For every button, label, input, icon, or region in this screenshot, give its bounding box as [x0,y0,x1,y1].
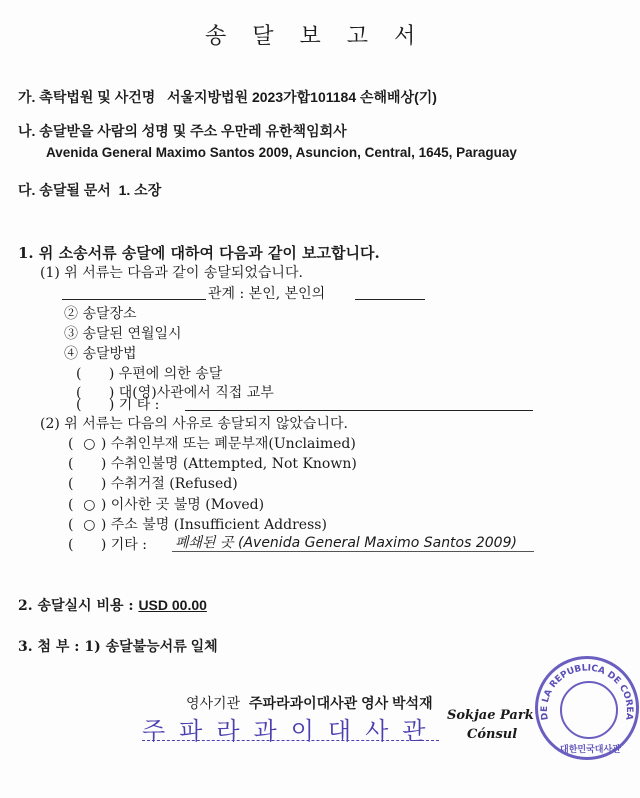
report-heading: 1. 위 소송서류 송달에 대하여 다음과 같이 보고합니다. [18,244,380,262]
reason-row: ( ○ ) 이사한 곳 불명 (Moved) [68,496,265,513]
reason-label: 수취거절 (Refused) [110,476,238,493]
method-label: 기 타 : [118,397,160,413]
section-na-label: 나. 송달받을 사람의 성명 및 주소 [18,123,218,139]
reason-label: 수취인불명 (Attempted, Not Known) [110,456,357,473]
document-title: 송달보고서 [205,24,442,49]
case-name: 서울지방법원 2023가합101184 손해배상(기) [166,89,437,105]
reason-row: ( ○ ) 주소 불명 (Insufficient Address) [68,516,327,533]
reason-row: ( ) 기타 : [68,537,147,553]
method-row: ( ) 우편에 의한 송달 [76,366,223,382]
section-da-label: 다. 송달될 문서 [18,182,111,198]
cost-row [18,596,207,615]
org-name: 주파라과이대사관 영사 박석재 [249,695,433,711]
org-label: 영사기관 [186,696,241,712]
seal-text-top-wrap [540,663,634,720]
delivery-datetime-item: ③ 송달된 연월일시 [64,326,182,342]
recipient-address: Avenida General Maximo Santos 2009, Asuncion, Central, 1645, Paraguay [46,145,517,160]
reason-row: ( ) 수취거절 (Refused) [68,476,238,493]
reason-label: 기타 : [110,537,147,553]
section-na [18,122,347,140]
recipient-name: 우만레 유한책임회사 [221,123,347,139]
attachment-row [18,637,218,656]
delivered-heading: (1) 위 서류는 다음과 같이 송달되었습니다. [40,265,303,281]
method-label: 대(영)사관에서 직접 교부 [118,385,274,401]
section-ga [18,88,437,106]
cost-value: USD 00.00 [138,597,207,613]
reason-mark: ○ [83,496,96,513]
delivery-method-item: ④ 송달방법 [64,346,137,362]
blank-line [355,299,425,300]
method-row: ( ) 대(영)사관에서 직접 교부 [76,385,274,401]
consul-title: Cónsul [467,727,518,742]
signature-org-row [186,694,433,713]
attachment-value: 송달불능서류 일체 [105,638,218,654]
reason-row: ( ) 수취인불명 (Attempted, Not Known) [68,456,357,473]
reason-label: 수취인부재 또는 폐문부재(Unclaimed) [110,436,356,452]
blank-line [185,410,533,411]
handwritten-other-reason: 폐쇄된 곳 (Avenida General Maximo Santos 2009) [175,535,517,551]
consul-name: Sokjae Park [447,708,534,723]
cost-label: 2. 송달실시 비용 : [18,598,134,614]
not-delivered-heading: (2) 위 서류는 다음의 사유로 송달되지 않았습니다. [40,416,348,432]
relation-label: 관계 : 본인, 본인의 [208,286,326,302]
reason-row: ( ○ ) 수취인부재 또는 폐문부재(Unclaimed) [68,436,356,452]
embassy-stamp: 주파라과이대사관 [142,717,440,745]
method-row: ( ) 기 타 : [76,397,160,413]
section-da [18,181,161,199]
method-label: 우편에 의한 송달 [118,366,223,382]
document-served: 1. 소장 [118,182,162,198]
seal-text-bottom: 대한민국대사관 [560,745,621,755]
reason-mark: ○ [83,516,96,533]
section-ga-label: 가. 촉탁법원 및 사건명 [18,89,156,105]
blank-line [62,299,206,300]
reason-label: 주소 불명 (Insufficient Address) [110,516,327,533]
attachment-label: 3. 첨 부 : 1) [18,639,101,655]
delivery-place-item: ② 송달장소 [64,306,137,322]
reason-label: 이사한 곳 불명 (Moved) [110,496,265,513]
seal-text-top: DE LA REPUBLICA DE COREA [539,663,635,721]
reason-mark: ○ [83,436,96,452]
